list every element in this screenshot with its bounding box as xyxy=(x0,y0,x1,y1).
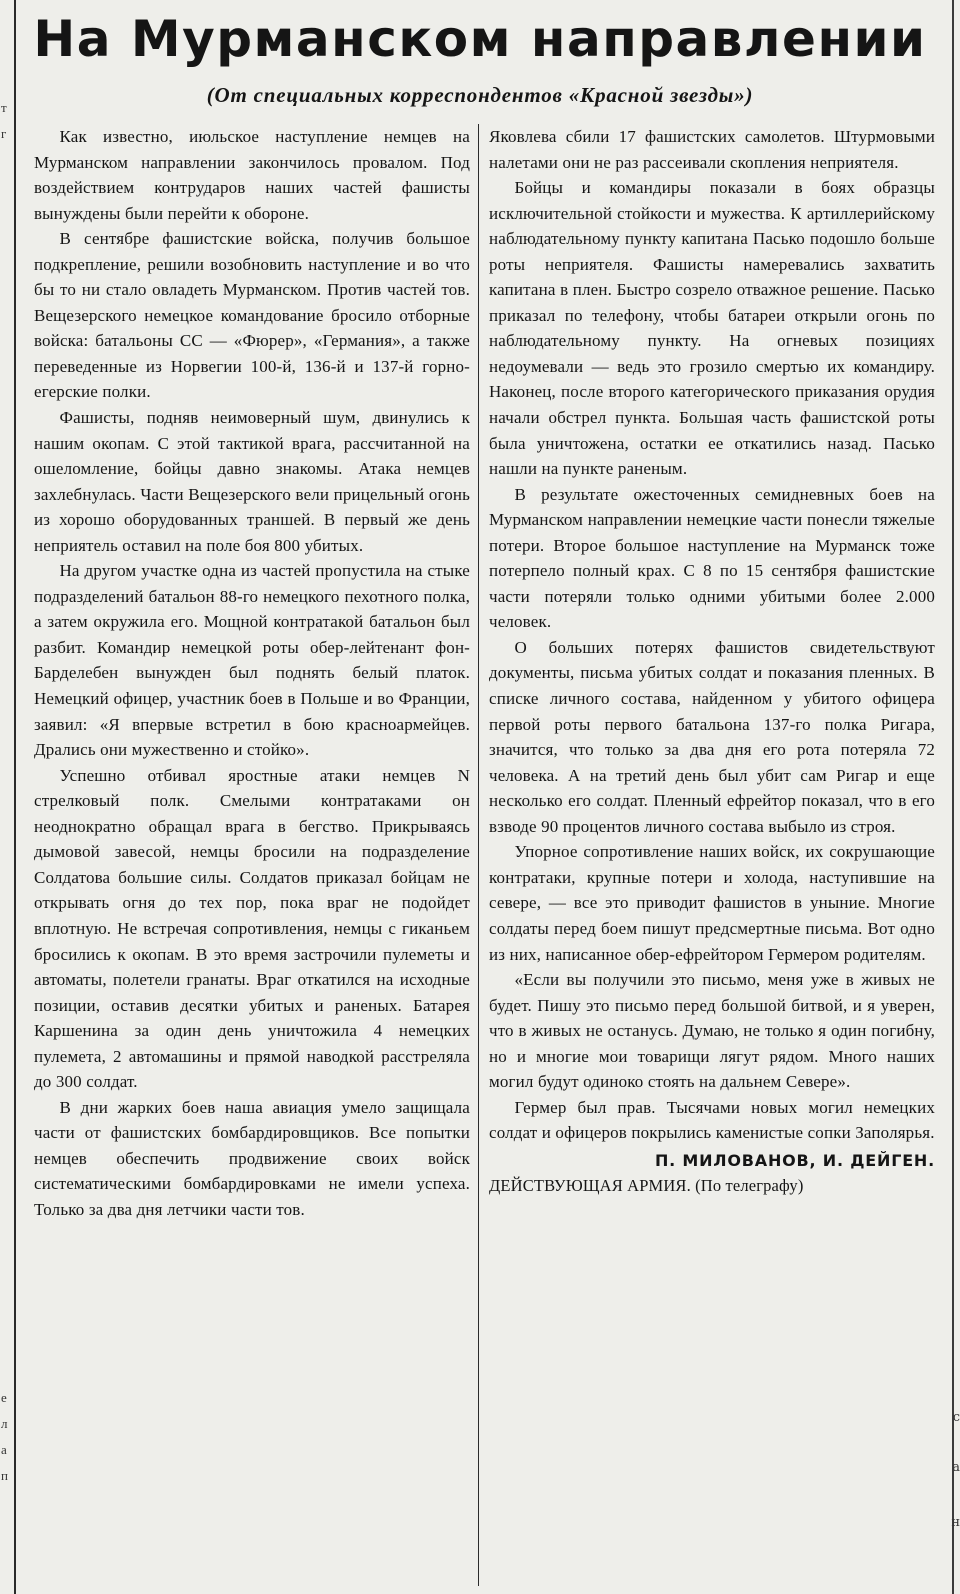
article-paragraph: Как известно, июльское наступление немцев на Мурманском направлении закончилось провалом. Под воздействием контрударов наших частей фашисты вынуждены были перейти к обороне. xyxy=(34,127,470,223)
article-paragraph: О больших потерях фашистов свидетельствуют документы, письма убитых солдат и показания пленных. В списке личного состава, найденном у убитого офицера первой роты первого батальона 137-го полка Ригара, значится, что только за два дня его рота потеряла 72 человека. А на третий день был убит сам Ригар и еще несколько его солдат. Пленный ефрейтор показал, что в его взводе 90 процентов личного состава выбыло из строя. xyxy=(489,637,935,836)
article-paragraph: Фашисты, подняв неимоверный шум, двинулись к нашим окопам. С этой тактикой врага, рассчитанной на ошеломление, бойцы давно знакомы. Атака немцев захлебнулась. Части Вещезерского вели прицельный огонь из хорошо оборудованных траншей. В первый же день неприятель оставил на поле боя 800 убитых. xyxy=(34,408,470,555)
left-margin-fragment: т xyxy=(1,100,7,115)
article-letter-quote: «Если вы получили это письмо, меня уже в живых не будет. Пишу это письмо перед большой битвой, и я уверен, что в живых не останусь. Думаю, не только я один погибну, но и многие мои товарищи лягут рядом. Много наших могил будут одиноко стоять на дальнем Севере». xyxy=(489,970,935,1092)
article-paragraph: В сентябре фашистские войска, получив большое подкрепление, решили возобновить наступление и во что бы то ни стало овладеть Мурманском. Против частей тов. Вещезерского немецкое командование бросило отборные войска: батальоны СС — «Фюрер», «Германия», а также переведенные из Норвегии 100-й, 136-й и 137-й горно-егерские полки. xyxy=(34,229,470,402)
left-margin-fragment: п xyxy=(1,1468,8,1483)
article-paragraph: На другом участке одна из частей пропустила на стыке подразделений батальон 88-го немецкого пехотного полка, а затем окружила его. Мощной контратакой батальон был разбит. Командир немецкой роты обер-лейтенант фон-Барделебен вынужден был поднять белый платок. Немецкий офицер, участник боев в Польше и во Франции, заявил: «Я впервые встретил в бою красноармейцев. Дрались они мужественно и стойко». xyxy=(34,561,470,760)
article-subheadline: (От специальных корреспондентов «Красной звезды») xyxy=(206,83,754,107)
article-right-column xyxy=(489,124,935,1199)
right-margin-fragment: а xyxy=(952,1460,960,1475)
right-margin-fragment: с xyxy=(952,1410,960,1425)
article-left-column xyxy=(34,124,470,1223)
page-right-edge-rule xyxy=(952,0,954,1594)
left-margin-fragment: л xyxy=(1,1416,8,1431)
article-headline: На Мурманском направлении xyxy=(33,10,927,68)
article-signature: П. МИЛОВАНОВ, И. ДЕЙГЕН. xyxy=(654,1150,935,1170)
left-margin-fragment: а xyxy=(1,1442,7,1457)
article-paragraph: Гермер был прав. Тысячами новых могил немецких солдат и офицеров покрылись каменистые сопки Заполярья. xyxy=(489,1097,935,1143)
article-paragraph: В результате ожесточенных семидневных боев на Мурманском направлении немецкие части понесли тяжелые потери. Второе большое наступление на Мурманск тоже потерпело полный крах. С 8 по 15 сентября фашистские части потеряли только одними убитыми более 2.000 человек. xyxy=(489,484,935,632)
article-paragraph-continued: Яковлева сбили 17 фашистских самолетов. Штурмовыми налетами они не раз рассеивали скопления неприятеля. xyxy=(489,127,935,172)
column-divider xyxy=(478,124,479,1586)
article-dateline: ДЕЙСТВУЮЩАЯ АРМИЯ. (По телеграфу) xyxy=(489,1176,804,1196)
right-margin-fragment: н xyxy=(951,1515,960,1530)
left-margin-fragment: г xyxy=(1,126,7,141)
article-paragraph: Упорное сопротивление наших войск, их сокрушающие контратаки, крупные потери и холода, наступившие на севере, — все это приводит фашистов в уныние. Многие солдаты перед боем пишут предсмертные письма. Вот одно из них, написанное обер-ефрейтором Гермером родителям. xyxy=(489,842,935,964)
article-paragraph: В дни жарких боев наша авиация умело защищала части от фашистских бомбардировщиков. Все попытки немцев обеспечить продвижение своих войск систематическими бомбардировками не имели успеха. Только за два дня летчики части тов. xyxy=(34,1097,470,1219)
page-left-edge-rule xyxy=(14,0,16,1594)
article-paragraph: Успешно отбивал яростные атаки немцев N стрелковый полк. Смелыми контратаками он неоднократно обращал врага в бегство. Прикрываясь дымовой завесой, немцы бросили на подразделение Солдатова большие силы. Солдатов приказал бойцам не открывать огня до тех пор, пока враг не подойдет вплотную. Не встречая сопротивления, немцы с гиканьем бросились к окопам. В это время застрочили пулеметы и автоматы, полетели гранаты. Враг откатился на исходные позиции, оставив десятки убитых и раненых. Батарея Каршенина за один день уничтожила 4 немецких пулемета, 2 автомашины и прямой наводкой расстреляла до 300 солдат. xyxy=(34,765,470,1092)
article-paragraph: Бойцы и командиры показали в боях образцы исключительной стойкости и мужества. К артиллерийскому наблюдательному пункту капитана Пасько подошло больше роты неприятеля. Фашисты намеревались захватить капитана в плен. Быстро созрело отважное решение. Пасько приказал по телефону, чтобы батареи открыли огонь по наблюдательному пункту. На огневых позициях недоумевали — ведь это грозило смертью их командиру. Наконец, после второго категорического приказания орудия начали обстрел пункта. Большая часть фашистской роты была уничтожена, остатки ее откатились назад. Пасько нашли на пункте раненым. xyxy=(489,178,935,479)
left-margin-fragment: е xyxy=(1,1390,7,1405)
